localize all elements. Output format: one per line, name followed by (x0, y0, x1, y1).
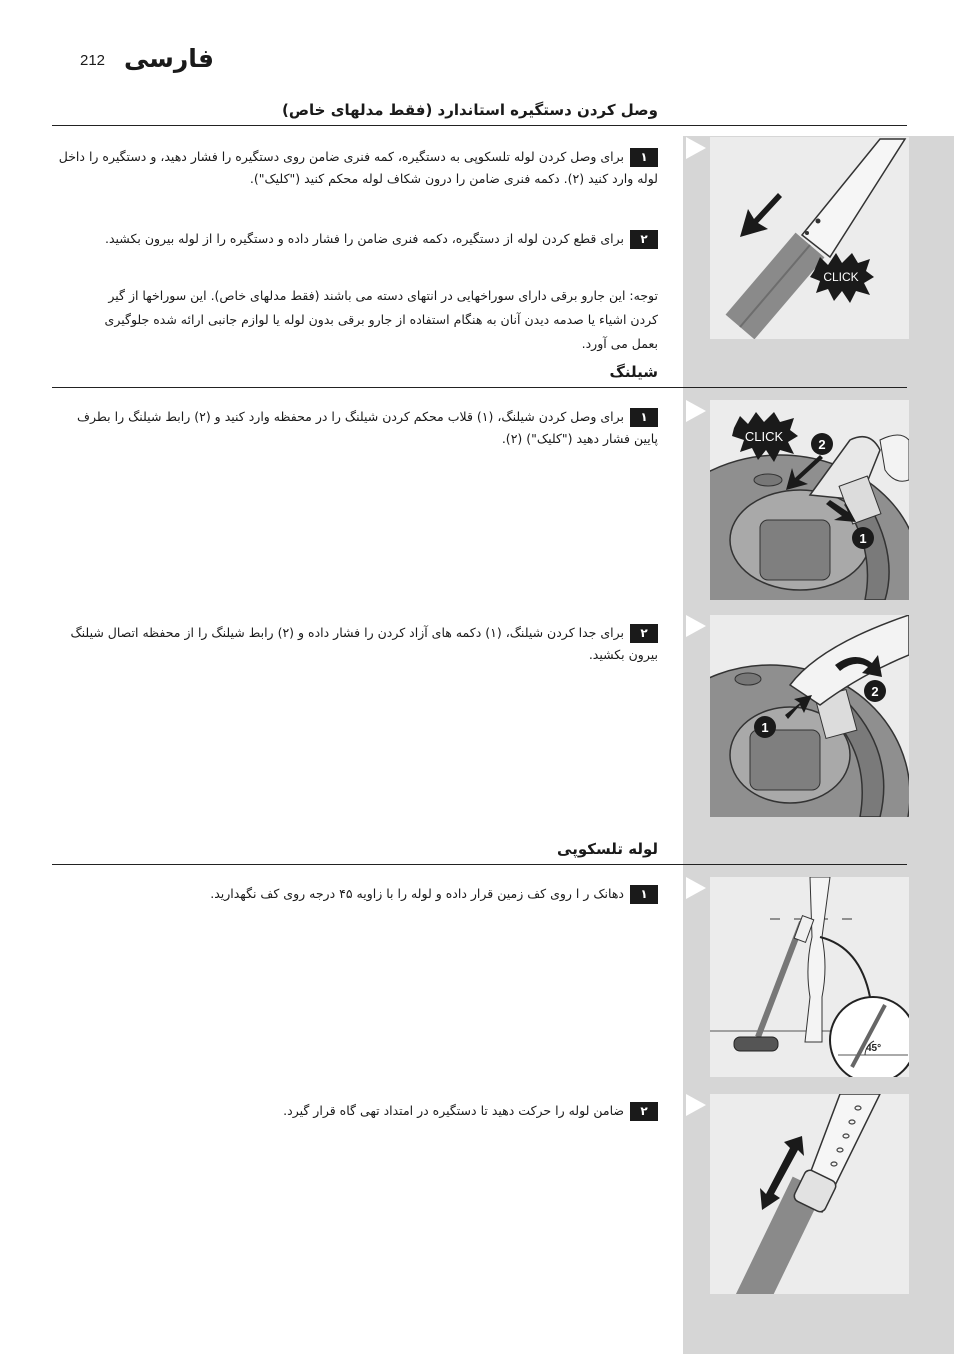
illustration-tube-angle (710, 877, 909, 1077)
step-tube-angle (58, 883, 658, 905)
step-handle-detach (58, 228, 658, 250)
pointer-triangle (686, 400, 706, 422)
section-heading-telescopic-tube: لوله تلسکوپی (557, 840, 658, 858)
step-number-badge: ٢ (630, 624, 658, 643)
step-tube-adjust (58, 1100, 658, 1122)
callout-2: 2 (871, 684, 879, 699)
step-hose-attach (58, 406, 658, 450)
pointer-triangle (686, 137, 706, 159)
step-number-badge: ١ (630, 885, 658, 904)
section-divider (52, 387, 907, 388)
step-text: برای جدا کردن شیلنگ، (١) دکمه های آزاد کردن را فشار داده و (٢) رابط شیلنگ را از محفظه اتصال شیلنگ بیرون بکشید. (70, 625, 658, 662)
step-number-badge: ٢ (630, 1102, 658, 1121)
step-handle-attach (58, 146, 658, 190)
step-number-badge: ٢ (630, 230, 658, 249)
illustration-handle-click (710, 137, 909, 339)
section-heading-hose: شیلنگ (609, 363, 658, 381)
step-text: برای وصل کردن لوله تلسکوپی به دستگیره، کمه فنری ضامن روی دستگیره را فشار دهید، و دستگیره را داخل لوله وارد کنید (٢). دکمه فنری ضامن را درون شکاف لوله محکم کنید ("کلیک"). (58, 149, 658, 186)
pointer-triangle (686, 615, 706, 637)
illustration-hose-detach (710, 615, 909, 817)
page-header (80, 44, 280, 84)
callout-1: 1 (761, 720, 769, 735)
section-heading-handle: وصل کردن دستگیره استاندارد (فقط مدلهای خاص) (282, 101, 658, 119)
step-text: برای وصل کردن شیلنگ، (١) قلاب محکم کردن شیلنگ را در محفظه وارد کنید و (٢) رابط شیلنگ را بطرف پایین فشار دهید ("کلیک") (٢). (77, 409, 658, 446)
step-text: برای قطع کردن لوله از دستگیره، دکمه فنری ضامن را فشار داده و دستگیره را از لوله بیرون بکشید. (105, 231, 624, 246)
pointer-triangle (686, 877, 706, 899)
callout-1: 1 (859, 531, 867, 546)
click-label: CLICK (823, 270, 859, 284)
step-hose-detach (58, 622, 658, 666)
step-number-badge: ١ (630, 408, 658, 427)
step-number-badge: ١ (630, 148, 658, 167)
angle-label: 45° (866, 1043, 882, 1054)
section-divider (52, 864, 907, 865)
illustration-hose-attach (710, 400, 909, 600)
click-label: CLICK (744, 429, 784, 444)
pointer-triangle (686, 1094, 706, 1116)
illustration-tube-adjust (710, 1094, 909, 1294)
note-paragraph: توجه: این جارو برقی دارای سوراخهایی در انتهای دسته می باشند (فقط مدلهای خاص). این سوراخها از گیر کردن اشیاء یا صدمه دیدن آنان به هنگام استفاده از جارو برقی بدون لوله یا لوازم جانبی ارائه شده جلوگیری بعمل می آورد. (104, 288, 658, 351)
step-text: دهانک ر ا روی کف زمین قرار داده و لوله را با زاویه ۴۵ درجه روی کف نگهدارید. (210, 886, 624, 901)
page-language-title: فارسی (124, 44, 215, 73)
step-text: ضامن لوله را حرکت دهید تا دستگیره در امتداد تهی گاه قرار گیرد. (283, 1103, 624, 1118)
callout-2: 2 (818, 437, 826, 452)
page-number: 212 (80, 52, 106, 69)
section-divider (52, 125, 907, 126)
